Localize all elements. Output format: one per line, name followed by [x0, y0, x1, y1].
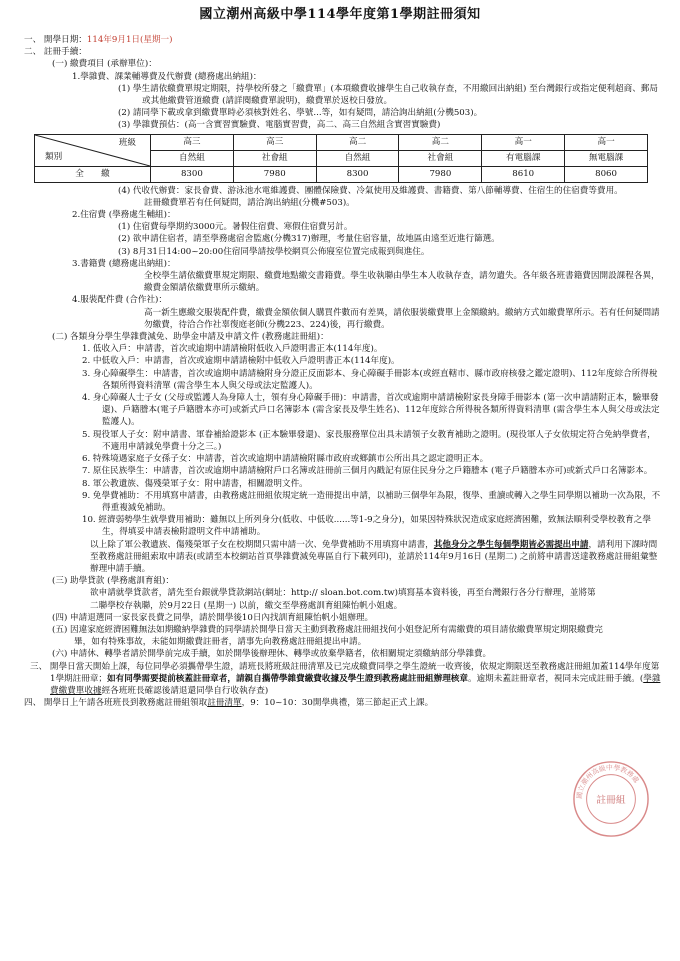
col-track: 無電腦課: [565, 150, 648, 166]
fee-value: 8610: [482, 166, 565, 182]
tuition-para-4: (4) 代收代辦費：家長會費、游泳池水電維護費、團體保險費、冷氣使用及維護費、書籍費、第八節輔導費、住宿生的住宿費等費用。: [118, 185, 623, 196]
books-title: 3.書籍費 (總務處出納組)：: [72, 258, 176, 269]
fee-value: 7980: [233, 166, 316, 182]
section-3: [24, 661, 664, 698]
reduction-item: 5. 現役軍人子女：附申請書、軍眷補給證影本 (正本驗畢發還)、家長服務單位出具未請領子女教育補助之證明。(現役軍人子女依規定符合免納學費者，不適用申請減免學費十分之三。): [82, 429, 656, 452]
col-track: 社會組: [233, 150, 316, 166]
section-1-label: 一、 開學日期：: [24, 35, 87, 45]
section-1: [24, 34, 664, 46]
reduction-item: 10. 經濟弱勢學生就學費用補助：雖無以上所列身分(低收、中低收......等1-9之身分)，如果因特殊狀況造成家庭經濟困難，致無法順利受學校教育之學生，得填妥申請表檢附證明文件申請補助。: [82, 515, 651, 538]
section-4-a: 四、 開學日上午請各班班長到教務處註冊組領取: [24, 698, 208, 709]
corner-bottom-label: 類別: [45, 152, 63, 163]
fee-table: [34, 134, 648, 183]
registration-stamp: [572, 760, 650, 838]
reduction-item: 6. 特殊境遇家庭子女孫子女：申請書，首次或逾期申請請檢附縣市政府或鄉鎮市公所出具之認定證明正本。: [82, 454, 489, 465]
tuition-para-1: (1) 學生請依繳費單規定期限，持學校所發之「繳費單」(本項繳費收據學生自己收執存查，不用繳回出納組) 至台灣銀行或指定便利超商、郵局或其他繳費管道繳費 (請詳閱繳費單說明)，繳費單於返校日發放。: [118, 83, 658, 107]
col-grade: 高一: [565, 134, 648, 150]
loan-body: 欲申請就學貸款者，請先至台銀就學貸款網站(網址：http:// sloan.bot.com.tw)填寫基本資料後，再至台灣銀行各分行辦理，並將第二聯學校存執聯，於9月22日 (星期一) 以前，繳交至學務處訓育組陳怡帆小姐處。: [90, 588, 596, 611]
dorm-title: 2.住宿費 (學務處生輔組)：: [72, 210, 176, 221]
uniform-title: 4.服裝配件費 (合作社)：: [72, 295, 167, 306]
reduction-item: 1. 低收入戶：申請書，首次或逾期申請請檢附低收入戶證明書正本(114年度)。: [82, 344, 383, 355]
para-6: (六) 申請休、轉學者請於開學前完成手續，如於開學後辦理休、轉學或放棄學籍者，依相關規定須繳納部分學雜費。: [52, 649, 492, 660]
dorm-para-3: (3) 8月31日14:00~20:00住宿同學請按學校網頁公佈寢室位置完成報到與進住。: [118, 246, 430, 257]
section-3-e: 經各班班長確認後請退還同學自行收執存查): [101, 685, 269, 696]
col-track: 自然組: [316, 150, 399, 166]
section-3-a: 三、 開學日當天開始上課，每位同學必須攜帶學生證，請班長將班級註冊清單及已完成繳費同學之學生證統一收齊後，依規定期限送至教務處註冊組加蓋114學年度第1學期註冊章；: [30, 661, 660, 684]
tuition-para-2: (2) 請同學下載或拿到繳費單時必須核對姓名、學號...等，如有疑問，請洽詢出納組(分機503)。: [118, 108, 483, 119]
col-grade: 高三: [151, 134, 234, 150]
col-grade: 高三: [233, 134, 316, 150]
reduction-item: 9. 免學費補助：不用填寫申請書，由教務處註冊組依規定統一造冊提出申請，以補助三個學年為限，復學、重讀或轉入之學生同學期以補助一次為限，不得重複減免補助。: [82, 490, 661, 513]
reduction-note: [24, 539, 664, 576]
col-track: 有電腦課: [482, 150, 565, 166]
reduction-note-a: 以上除了軍公教遺族、傷殘榮軍子女在校期間只需申請一次、免學費補助不用填寫申請書，: [90, 539, 434, 550]
section-4: [24, 697, 664, 709]
books-para: 全校學生請依繳費單規定期限、繳費地點繳交書籍費。學生收執聯由學生本人收執存查，請勿遺失。各年級各班書籍費因開設課程各異，繳費金額請依繳費單所示繳納。: [144, 271, 660, 294]
col-track: 自然組: [151, 150, 234, 166]
loan-heading: (三) 助學貸款 (學務處訓育組)：: [52, 576, 174, 587]
reduction-item: 8. 軍公教遺族、傷殘榮軍子女：附申請書，相關證明文件。: [82, 478, 308, 489]
document-body: [24, 34, 664, 709]
reduction-item: 7. 原住民族學生：申請書，首次或逾期申請請檢附戶口名簿或註冊前三個月內戳記有原住民身分之戶籍謄本 (電子戶籍謄本亦可)或新式戶口名簿影本。: [82, 466, 653, 477]
uniform-para: 高一新生應繳交服裝配件費，繳費金額依個人購買件數而有差異，請依服裝繳費單上金額繳納。繳納方式如繳費單所示。若有任何疑問請勿繳費，待洽合作社辜復庭老師(分機223、224)後，再行繳費。: [144, 307, 660, 330]
fee-value: 8300: [316, 166, 399, 182]
col-track: 社會組: [399, 150, 482, 166]
tuition-para-4b: 註冊繳費單若有任何疑問，請洽詢出納組(分機#503)。: [144, 197, 355, 208]
row-label-full: 全 繳: [35, 166, 151, 182]
reduction-item: 3. 身心障礙學生：申請書，首次或逾期申請請檢附身分證正反面影本、身心障礙手冊影本(或經直轄市、縣市政府核發之鑑定證明)、112年度綜合所得稅各類所得資料清單 (需含學生本人與父母或法定監護人)。: [82, 368, 658, 391]
para-5: (五) 因違家庭經濟困難無法如期繳納學雜費的同學請於開學日當天主動到教務處註冊組找何小姐登記所有需繳費的項目請依繳費單規定期限繳費完畢，如有特殊事故，未能如期繳費註冊者，請事先向教務處註冊組提出申請。: [52, 624, 603, 648]
page-title: 國立潮州高級中學114學年度第1學期註冊須知: [199, 7, 481, 22]
col-grade: 高一: [482, 134, 565, 150]
para-4: (四) 申請退選同一家長家長費之同學，請於開學後10日內找訓育組陳怡帆小姐辦理。: [52, 612, 374, 623]
opening-date: 114年9月1日(星期一): [86, 35, 173, 45]
fee-value: 8060: [565, 166, 648, 182]
section-2-label: 二、 註冊手續：: [24, 47, 87, 58]
tuition-para-3: (3) 學雜費預估：(高一含實習實驗費、電腦實習費，高二、高三自然組含實習實驗費): [118, 120, 441, 131]
reduction-heading: (二) 各類身分學生學雜費減免、助學金申請及申請文件 (教務處註冊組)：: [52, 332, 329, 343]
stamp-ring-text: 國立潮州高級中學教務處: [575, 763, 641, 800]
stamp-center-text: 註冊組: [596, 794, 626, 806]
col-grade: 高二: [316, 134, 399, 150]
reduction-note-c: ，請利用下課時間至教務處註冊組索取申請表(或請至本校網站首頁學雜費減免專區自行下載列印)，並請於114年9月16日 (星期二) 之前將申請書送達教務處註冊組彙整辦理申請手續。: [90, 539, 658, 574]
fees-heading: (一) 繳費項目 (承辦單位)：: [52, 59, 157, 70]
section-3-emphasis: 如有同學需要提前核蓋註冊章者，請親自攜帶學雜費繳費收據及學生證到教務處註冊組辦理核章: [107, 673, 468, 684]
section-3-c: 。逾期未蓋註冊章者，視同未完成註冊手續。(: [467, 673, 644, 684]
reduction-note-emphasis: 其他身分之學生每個學期皆必需提出申請: [433, 539, 589, 550]
section-3-receipt: 學雜費繳費單收據: [50, 673, 661, 696]
fee-value: 7980: [399, 166, 482, 182]
section-4-list: 註冊清單: [207, 698, 242, 709]
fee-value: 8300: [151, 166, 234, 182]
corner-top-label: 班級: [118, 137, 136, 148]
reduction-item: 4. 身心障礙人士子女 (父母或監護人為身障人士，領有身心障礙手冊)：申請書，首次或逾期申請請檢附家長身障手冊影本 (第一次申請請附正本，驗畢發還)、戶籍謄本(電子戶籍謄本亦可)或新式戶口名簿影本 (需含家長及學生姓名)、112年度綜合所得稅各類所得資料清單 (需含學生本人與父母或法定監護人)。: [82, 393, 660, 428]
fee-table-corner: [35, 134, 151, 166]
dorm-para-1: (1) 住宿費每學期約3000元。暑假住宿費、寒假住宿費另計。: [118, 222, 353, 233]
dorm-para-2: (2) 欲申請住宿者，請至學務處宿舍監處(分機317)辦理，考量住宿容量，故地區由遠至近進行篩選。: [118, 234, 500, 245]
section-4-c: ，9：10~10：30開學典禮，第三節起正式上課。: [241, 698, 434, 709]
reduction-item: 2. 中低收入戶：申請書，首次或逾期申請請檢附中低收入戶證明書正本(114年度)。: [82, 356, 400, 367]
tuition-title: 1.學雜費、課業輔導費及代辦費 (總務處出納組)：: [72, 71, 262, 82]
col-grade: 高二: [399, 134, 482, 150]
